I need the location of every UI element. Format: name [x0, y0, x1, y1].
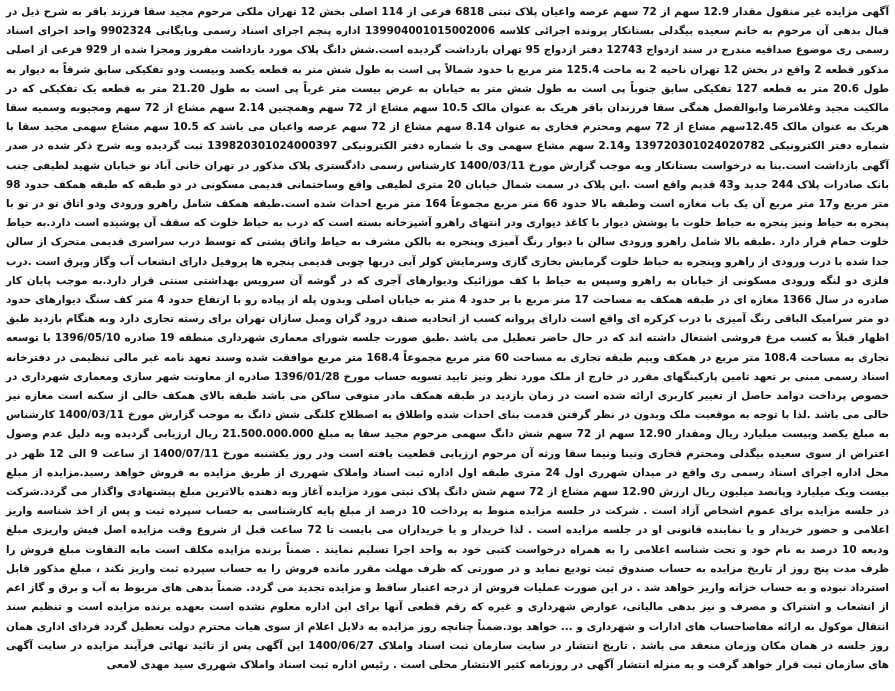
auction-notice-text: آگهی مزایده غیر منقول مقدار 12.9 سهم از 72 سهم عرصه واعیان پلاک ثبتی 6818 فرعی از 114 اصلی بخش 12 تهران ملکی مرحوم مجید سقا فرزند باقر به شرح ذیل در قبال بدهی آن مرحوم به خانم سعیده بیگدلی بستانکار پرونده اجرائی کلاسه 139904001015002006 اداره پنجم اجرای اسناد رسمی وبایگانی 9902324 واحد اجرای اسناد رسمی ری موضوع صداقیه مندرج در سند ازدواج 12743 دفتر ازدواج 95 تهران بازداشت گردیده است.شش دانگ پلاک مورد بازداشت مفروز ومجزا شده از 929 فرعی از اصلی مذکور قطعه 2 واقع در بخش 12 تهران ناحیه 2 به ماحت 125.4 متر مربع با حدود شمالاً پی است به طول شش متر به قطعه یکصد وبیست ودو تفکیکی سابق شرقاً به دیوار به طول 20.6 متر به قطعه 127 تفکیکی سابق جنوباً پی است به طول شش متر به خیابان به عرض بیست متر غرباً پی است به طول 21.20 متر به قطعه یک تفکیکی که در مالکیت مجید وغلامرضا وابوالفضل همگی سقا فرزندان باقر هریک به عنوان مالک 10.5 سهم مشاع از 72 سهم وهمچنین 2.14 سهم مشاع از 72 سهم ومجیوبه وسمیه سقا هریک به عنوان مالک 12.45سهم مشاع از 72 سهم ومحترم فخاری به عنوان 8.14 سهم مشاع از 72 سهم عرصه واعیان می باشد که 10.5 سهم مشاع سهمی مجید سقا با شماره دفتر الکترونیکی 139720301024020782 و2.14 سهم مشاع سهمی وی با شماره دفتر الکترونیکی 139820301024000397 ثبت گردیده وبه شرح ذکر شده در صدر آگهی بازداشت است.بنا به درخواست بستانکار وبه موجب گزارش مورخ 1400/03/11 کارشناس رسمی دادگستری پلاک مذکور در تهران خانی آباد نو خیابان شهید لطیفی جنب بانک صادرات پلاک 244 جدید و43 قدیم واقع است .این پلاک در سمت شمال خیابان 20 متری لطیفی واقع وساختمانی قدیمی مسکونی در دو طبقه که طبقه همکف حدود 98 متر مربع و17 متر مربع آن یک باب مغازه است وطبقه بالا حدود 66 متر مربع مجموعاً 164 متر مربع احداث شده است.طبقه همکف شامل راهرو ورودی ودو اتاق تو در تو با پنجره به حیاط ونیز پنجره به حیاط خلوت با پوشش دیوار با کاغذ دیواری ودر انتهای راهرو آشپزخانه بسته است که درب به حیاط خلوت که سقف آن پوشیده است دارد.به حیاط خلوت حمام قرار دارد .طبقه بالا شامل راهرو ورودی سالن با دیوار رنگ آمیزی وپنجره به بالکن مشرف به حیاط واتاق پشتی که توسط درب سراسری قدیمی متحرک از سالن جدا شده با درب ورودی از راهرو وپنجره به حیاط خلوت گرمایش بخاری گازی وسرمایش کولر آبی دربها چوبی قدیمی پنجره ها پروفیل دارای انشعاب آب وگاز وبرق است .درب فلزی دو لنگه ورودی مسکونی از خیابان به راهرو وسپس به حیاط با کف موزائیک ودیوارهای آجری که در گوشه آن سرویس بهداشتی سنتی قرار دارد.به موجب پایان کار صادره در سال 1366 مغازه ای در طبقه همکف به مساحت 17 متر مربع با بر حدود 4 متر به خیابان اصلی وبدون پله از پیاده رو با ارتفاع حدود 4 متر کف سنگ دیوارهای حدود دو متر سرامیک الباقی رنگ آمیزی با درب کرکره ای واقع است دارای پروانه کسب از اتحادیه صنف درود گران ومبل سازان تهران برای رسته تجاری دارد وبه هنگام بازدید طبق اظهار قبلاً به کسب مرغ فروشی اشتغال داشته اند که در حال حاضر تعطیل می باشد .طبق صورت جلسه شورای معماری شهرداری منطقه 19 صادره 1396/05/10 با توسعه تجاری به مساحت 108.4 متر مربع در همکف وبیم طبقه تجاری به مساحت 60 متر مربع مجموعاً 168.4 متر مربع موافقت شده وسند تعهد نامه غیر مالی تنظیمی در دفترخانه اسناد رسمی مبنی بر تعهد تامین پارکینگهای مقرر در خارج از ملک مورد نظر ونیز تایید تسویه حساب مورخ 1396/01/28 صادره از معاونت شهر سازی ومعماری شهرداری در خصوص پرداخت دوامد حاصل از تغییر کاربری ارائه شده است در زمان بازدید در طبقه همکف مادر متوفی ساکن می باشد طبقه بالای همکف خالی از سکنه است مغازه نیز خالی می باشد .لذا با توجه به موقعیت ملک وبدون در نظر گرفتن قدمت بنای احداث شده واطلاق به اصطلاح کلنگی شش دانگ به موجب گزارش مورخ 1400/03/11 کارشناس به مبلغ یکصد وبیست میلیارد ریال ومقدار 12.90 سهم از 72 سهم شش دانگ سهمی مرحوم مجید سقا به مبلغ 21.500.000.000 ریال ارزیابی گردیده وبه دلیل عدم وصول اعتراض از سوی سعیده بیگدلی ومحترم فخاری وتینا ونیما سقا ورثه آن مرحوم ارزیابی قطعیت یافته است ودر روز یکشنبه مورخ 1400/07/11 از ساعت 9 الی 12 ظهر در محل اداره اجرای اسناد رسمی ری واقع در میدان شهرری اول 24 متری طبقه اول اداره ثبت اسناد واملاک شهرری از طریق مزایده به فروش خواهد رسید.مزایده از مبلغ بیست ویک میلیارد وپانصد میلیون ریال ارزش 12.90 سهم مشاع از 72 سهم شش دانگ پلاک ثبتی مورد مزایده آغاز وبه دهنده بالاترین مبلغ پیشنهادی واگذار می گردد.شرکت در جلسه مزایده برای عموم اشخاص آزاد است . شرکت در جلسه مزایده منوط به پرداخت 10 درصد از مبلغ پایه کارشناسی به حساب سپرده ثبت و پس از اخذ شناسه واریز اعلامی و حضور خریدار و یا نماینده قانونی او در جلسه مزایده است . لذا خریدار و یا خریداران می بایست تا 72 ساعت قبل از شروع وقت مزایده اصل فیش واریزی مبلغ ودیعه 10 درصد به نام خود و تحت شناسه اعلامی را به همراه درخواست کتبی خود به واحد اجرا تسلیم نمایند . ضمناً برنده مزایده مکلف است مابه التفاوت مبلغ فروش را ظرف مدت پنج روز از تاریخ مزایده به حساب صندوق ثبت تودیع نماید و در صورتی که ظرف مهلت مقرر مانده فروش را به حساب سپرده ثبت واریز نکند ، مبلغ مذکور قابل استرداد نبوده و به حساب خزانه واریز خواهد شد . در این صورت عملیات فروش از درجه اعتبار ساقط و مزایده تجدید می گردد. ضمناً بدهی های مربوط به آب و برق و گاز اعم از انشعاب و اشتراک و مصرف و نیز بدهی مالیاتی، عوارض شهرداری و غیره که رقم قطعی آنها برای این اداره معلوم نشده است بعهده برنده مزایده است و تنظیم سند انتقال موکول به ارائه مفاصاحساب های ادارات و شهرداری و ... خواهد بود.ضمناً چنانچه روز مزایده به دلایل اعلام از سوی هیات محترم دولت تعطیل گردد فردای اداری همان روز جلسه در همان مکان وزمان منعقد می باشد . تاریخ انتشار در سایت سازمان ثبت اسناد واملاک 1400/06/27 این آگهی پس از تائید نهائی فرآیند مزایده در سایت آگهی های سازمان ثبت قرار خواهد گرفت و به منزله انتشار آگهی در روزنامه کثیر الانتشار محلی است . رئیس اداره ثبت اسناد واملاک شهرری سید مهدی لامعی — [6, 6, 890, 671]
